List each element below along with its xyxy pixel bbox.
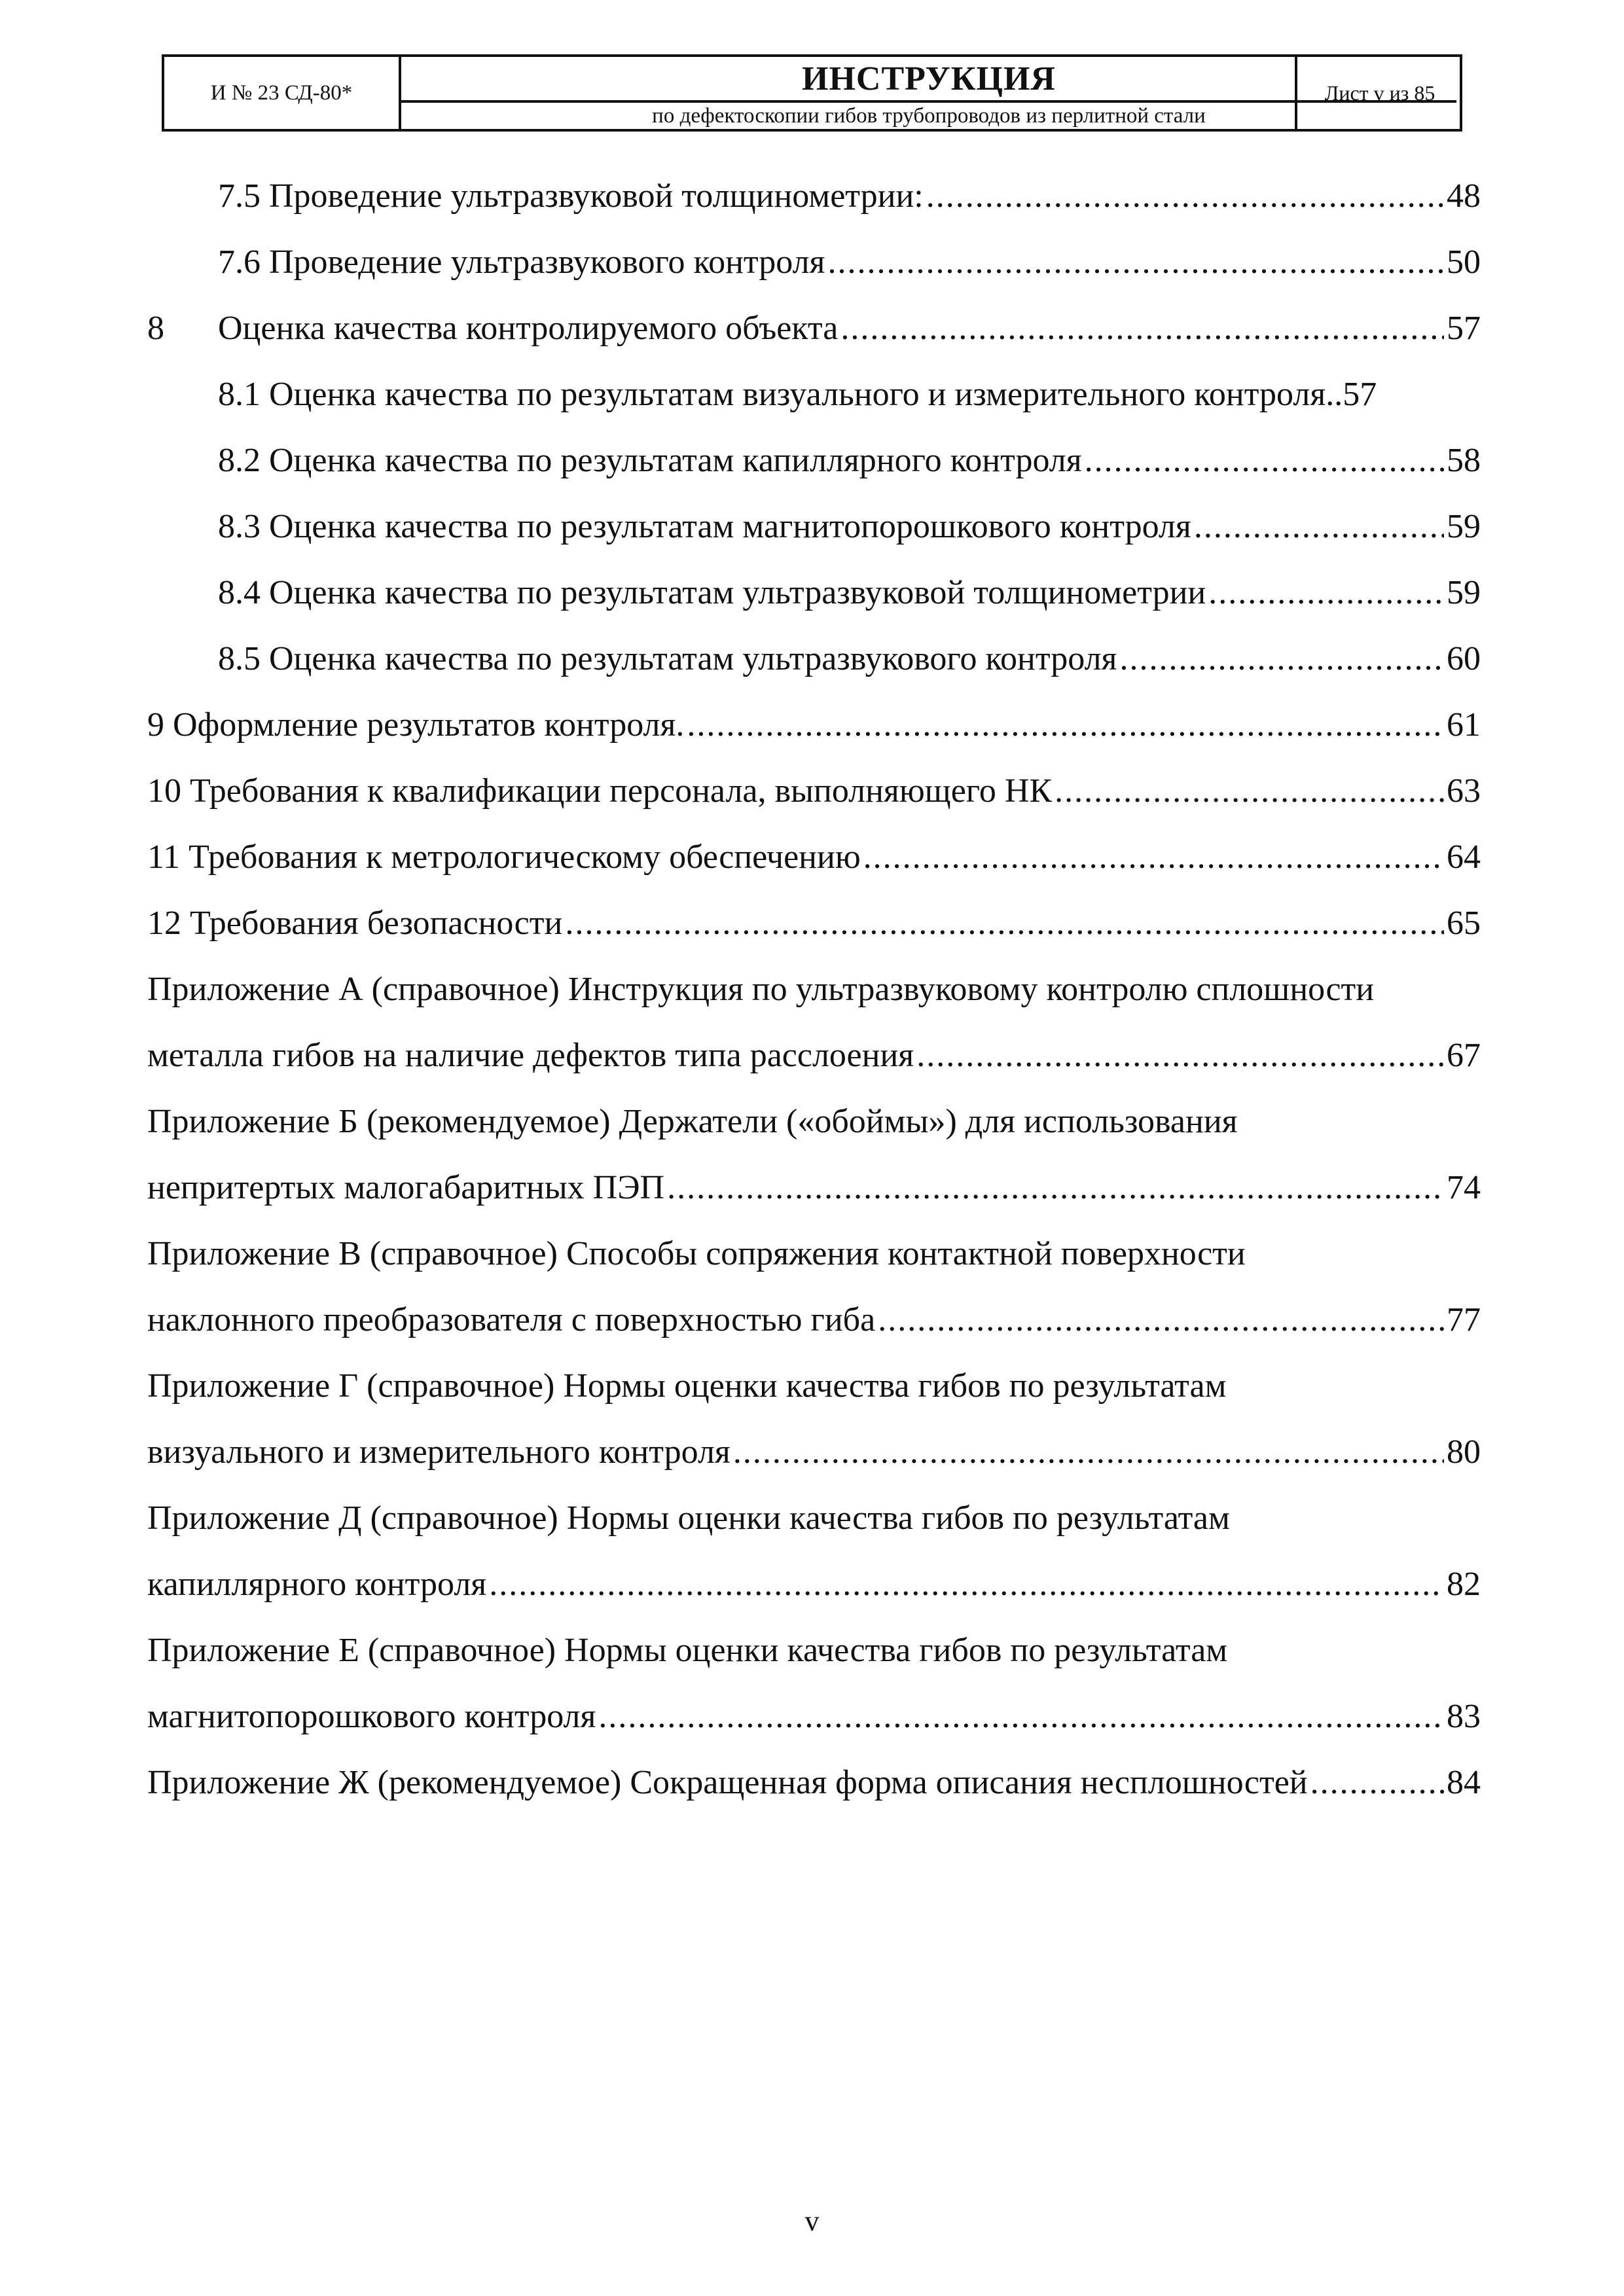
toc-entry-title: 8.2 Оценка качества по результатам капиллярного контроля bbox=[218, 442, 1082, 479]
toc-entry-title: 12 Требования безопасности bbox=[147, 905, 563, 942]
toc-entry-title: Приложение Ж (рекомендуемое) Сокращенная форма описания несплошностей bbox=[147, 1764, 1308, 1801]
sheet-counter: Лист v из 85 bbox=[1295, 57, 1462, 129]
toc-leader-dots bbox=[878, 1291, 1444, 1350]
toc-entry-title: капиллярного контроля bbox=[147, 1566, 487, 1603]
toc-page-number: 48 bbox=[1447, 177, 1481, 215]
toc-entry-title: визуального и измерительного контроля bbox=[147, 1433, 731, 1471]
toc-entry-title: металла гибов на наличие дефектов типа расслоения bbox=[147, 1037, 914, 1074]
toc-entry-title: непритертых малогабаритных ПЭП bbox=[147, 1169, 665, 1206]
toc-entry-title: Оценка качества контролируемого объекта bbox=[218, 310, 839, 347]
toc-page-number: 63 bbox=[1447, 772, 1481, 810]
toc-entry-title: 8.3 Оценка качества по результатам магнитопорошкового контроля bbox=[218, 508, 1191, 545]
toc-entry-title: Приложение Д (справочное) Нормы оценки качества гибов по результатам bbox=[147, 1499, 1230, 1537]
toc-entry-title: Приложение А (справочное) Инструкция по ультразвуковому контролю сплошности bbox=[147, 971, 1375, 1008]
toc-entry-title: 8.4 Оценка качества по результатам ультразвуковой толщинометрии bbox=[218, 574, 1206, 611]
toc-leader-dots bbox=[565, 894, 1444, 953]
toc-entry-title: 8.1 Оценка качества по результатам визуального и измерительного контроля.. bbox=[218, 376, 1343, 413]
toc-entry-11[interactable] bbox=[0, 828, 1624, 887]
toc-entry-8-3[interactable] bbox=[0, 497, 1624, 556]
toc-entry-title: 9 Оформление результатов контроля. bbox=[147, 706, 685, 744]
toc-entry-8[interactable] bbox=[0, 299, 1624, 358]
toc-page-number: 74 bbox=[1447, 1169, 1481, 1206]
toc-leader-dots bbox=[1085, 431, 1444, 490]
toc-leader-dots bbox=[1310, 1753, 1444, 1812]
toc-leader-dots bbox=[687, 696, 1444, 755]
toc-entry-appendix-v-line1[interactable] bbox=[0, 1225, 1624, 1283]
page-number: v bbox=[804, 2205, 820, 2237]
toc-entry-title: Приложение Б (рекомендуемое) Держатели («обоймы») для использования bbox=[147, 1103, 1238, 1140]
toc-page-number: 59 bbox=[1447, 574, 1481, 611]
toc-page-number: 77 bbox=[1447, 1301, 1481, 1338]
toc-leader-dots bbox=[598, 1687, 1444, 1746]
toc-entry-appendix-a-line1[interactable] bbox=[0, 960, 1624, 1019]
toc-leader-dots bbox=[1055, 762, 1444, 821]
document-subtitle: по дефектоскопии гибов трубопроводов из перлитной стали bbox=[652, 103, 1206, 128]
toc-entry-7-6[interactable] bbox=[0, 233, 1624, 292]
toc-entry-appendix-e[interactable] bbox=[0, 1687, 1624, 1746]
toc-page-number: 61 bbox=[1447, 706, 1481, 744]
document-title: ИНСТРУКЦИЯ bbox=[802, 60, 1056, 98]
toc-entry-title: 7.6 Проведение ультразвукового контроля bbox=[218, 243, 825, 281]
toc-page-number: 80 bbox=[1447, 1433, 1481, 1471]
toc-leader-dots bbox=[1194, 497, 1444, 556]
toc-entry-12[interactable] bbox=[0, 894, 1624, 953]
toc-page-number: 57 bbox=[1447, 310, 1481, 347]
toc-leader-dots bbox=[489, 1555, 1444, 1614]
toc-entry-title: 11 Требования к метрологическому обеспечению bbox=[147, 838, 861, 876]
toc-entry-8-4[interactable] bbox=[0, 564, 1624, 622]
document-id: И № 23 СД-80* bbox=[164, 57, 401, 129]
toc-entry-appendix-g-line1[interactable] bbox=[0, 1357, 1624, 1416]
toc-entry-7-5[interactable] bbox=[0, 167, 1624, 226]
toc-entry-title: магнитопорошкового контроля bbox=[147, 1698, 596, 1735]
toc-section-number: 8 bbox=[147, 310, 164, 347]
toc-page-number: 67 bbox=[1447, 1037, 1481, 1074]
toc-page-number: 82 bbox=[1447, 1566, 1481, 1603]
toc-page-number: 65 bbox=[1447, 905, 1481, 942]
toc-leader-dots bbox=[926, 167, 1444, 226]
toc-entry-appendix-a[interactable] bbox=[0, 1026, 1624, 1085]
toc-entry-8-5[interactable] bbox=[0, 630, 1624, 689]
toc-entry-title: 7.5 Проведение ультразвуковой толщинометрии: bbox=[218, 177, 924, 215]
toc-entry-title: Приложение В (справочное) Способы сопряжения контактной поверхности bbox=[147, 1235, 1246, 1272]
toc-entry-appendix-e-line1[interactable] bbox=[0, 1621, 1624, 1680]
toc-page-number: 50 bbox=[1447, 243, 1481, 281]
toc-page-number: 84 bbox=[1447, 1764, 1481, 1801]
toc-leader-dots bbox=[1119, 630, 1444, 689]
toc-page-number: 60 bbox=[1447, 640, 1481, 677]
toc-page-number: 57 bbox=[1343, 376, 1377, 413]
toc-entry-title: 10 Требования к квалификации персонала, выполняющего НК bbox=[147, 772, 1053, 810]
toc-leader-dots bbox=[916, 1026, 1444, 1085]
toc-leader-dots bbox=[733, 1423, 1444, 1482]
toc-entry-appendix-zh[interactable] bbox=[0, 1753, 1624, 1812]
document-header bbox=[162, 54, 1462, 132]
toc-page-number: 83 bbox=[1447, 1698, 1481, 1735]
toc-entry-title: Приложение Е (справочное) Нормы оценки качества гибов по результатам bbox=[147, 1632, 1228, 1669]
toc-page-number: 64 bbox=[1447, 838, 1481, 876]
toc-entry-title: Приложение Г (справочное) Нормы оценки качества гибов по результатам bbox=[147, 1367, 1227, 1405]
toc-entry-appendix-b[interactable] bbox=[0, 1158, 1624, 1217]
toc-entry-10[interactable] bbox=[0, 762, 1624, 821]
toc-entry-8-1[interactable] bbox=[0, 365, 1624, 424]
toc-leader-dots bbox=[667, 1158, 1444, 1217]
toc-entry-appendix-v[interactable] bbox=[0, 1291, 1624, 1350]
toc-entry-appendix-g[interactable] bbox=[0, 1423, 1624, 1482]
toc-leader-dots bbox=[827, 233, 1444, 292]
toc-entry-appendix-b-line1[interactable] bbox=[0, 1092, 1624, 1151]
toc-entry-title: наклонного преобразователя с поверхностью гиба bbox=[147, 1301, 876, 1338]
toc-leader-dots bbox=[840, 299, 1444, 358]
toc-entry-8-2[interactable] bbox=[0, 431, 1624, 490]
toc-entry-title: 8.5 Оценка качества по результатам ультразвукового контроля bbox=[218, 640, 1117, 677]
toc-page-number: 58 bbox=[1447, 442, 1481, 479]
toc-entry-appendix-d[interactable] bbox=[0, 1555, 1624, 1614]
toc-entry-appendix-d-line1[interactable] bbox=[0, 1489, 1624, 1548]
toc-leader-dots bbox=[863, 828, 1444, 887]
toc-entry-9[interactable] bbox=[0, 696, 1624, 755]
toc-leader-dots bbox=[1208, 564, 1444, 622]
toc-page-number: 59 bbox=[1447, 508, 1481, 545]
